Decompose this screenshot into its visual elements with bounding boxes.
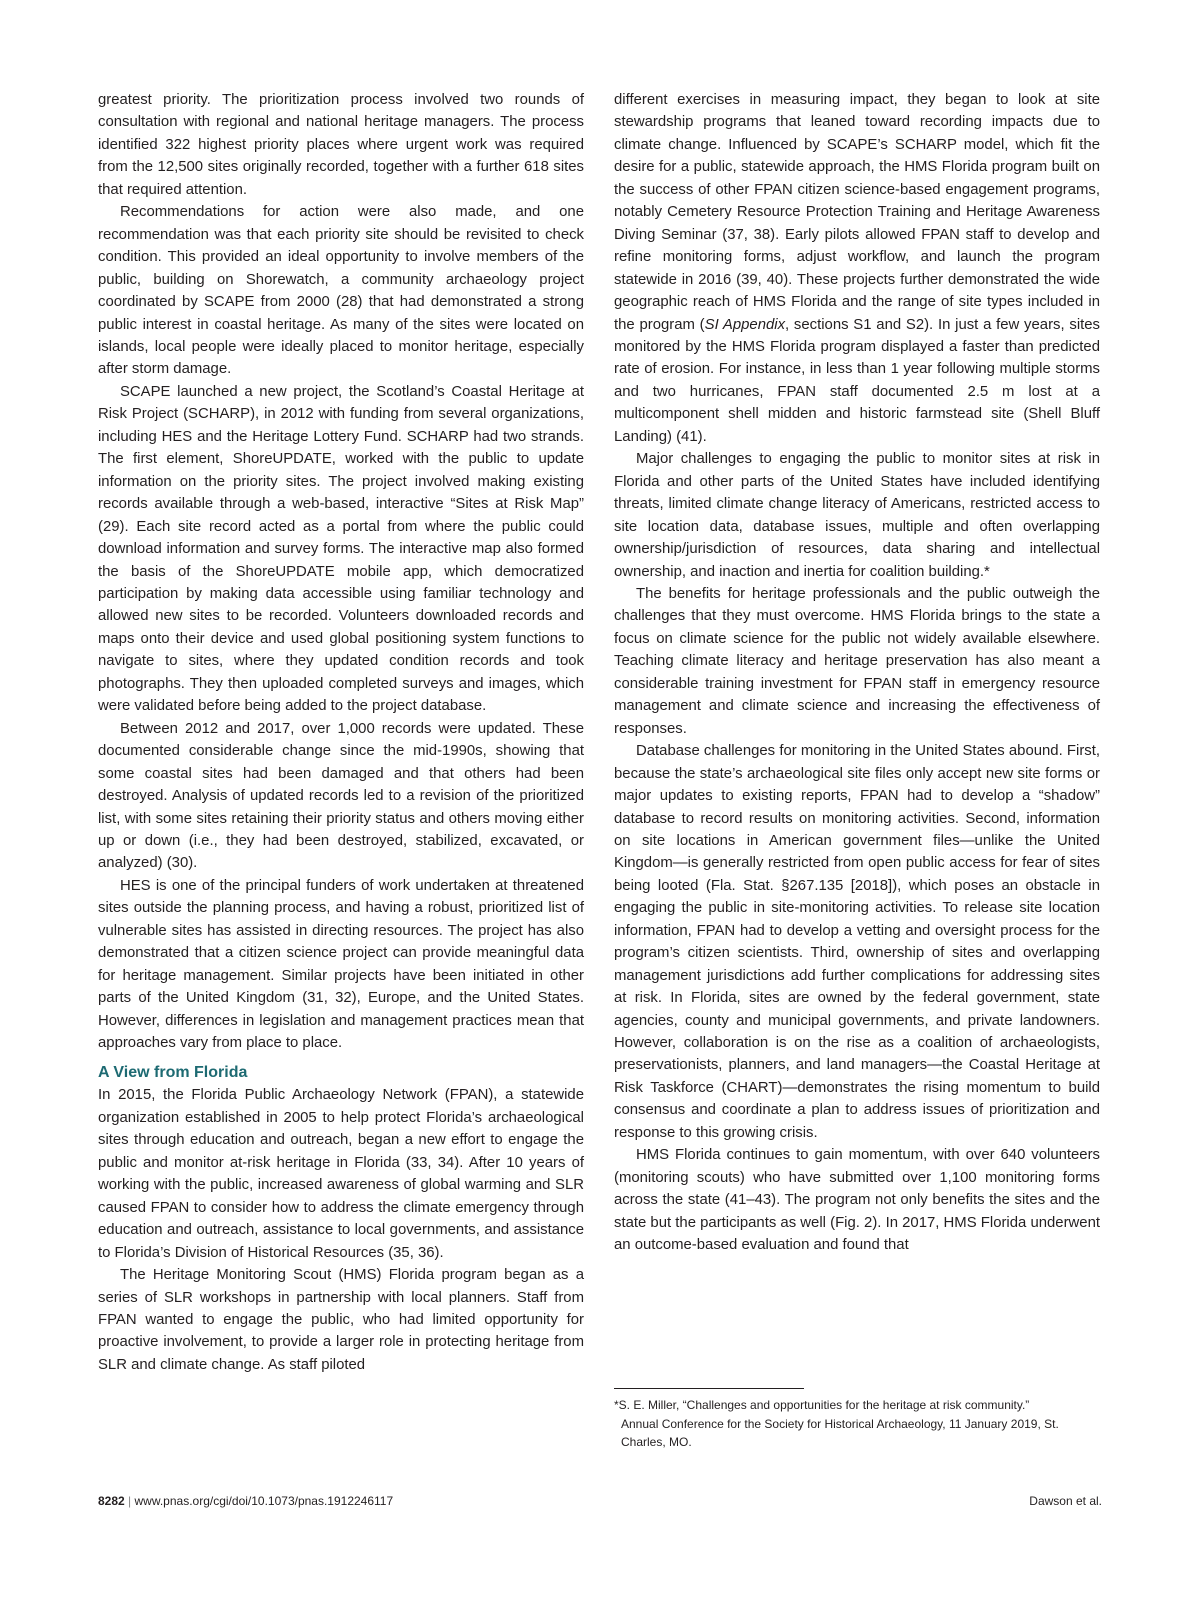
right-paragraph-3: The benefits for heritage professionals and the public outweigh the challenges that they must overcome. HMS Florida brings to the state a focus on climate science for the public not widely available elsewhere. Teaching climate literacy and heritage preservation has also meant a considerable training investment for FPAN staff in emergency resource management and climate science and increasing the effectiveness of responses. — [614, 585, 1100, 737]
doi-link[interactable]: www.pnas.org/cgi/doi/10.1073/pnas.1912246117 — [134, 1494, 394, 1508]
right-paragraph-1 — [614, 89, 1100, 448]
left-paragraph-1: greatest priority. The prioritization process involved two rounds of consultation with regional and national heritage managers. The process identified 322 highest priority places where urgent work was required from the 12,500 sites originally recorded, together with a further 618 sites that required attention. — [98, 92, 584, 198]
footnote-line-1: *S. E. Miller, “Challenges and opportunities for the heritage at risk community.” — [614, 1398, 1030, 1412]
right-paragraph-1-part-b: , sections S1 and S2). In just a few years, sites monitored by the HMS Florida program displayed a faster than predicted rate of erosion. For instance, in less than 1 year following multiple storms and two hurricanes, FPAN staff documented 2.5 m lost at a multicomponent shell midden and historic farmstead site (Shell Bluff Landing) (41). — [614, 316, 1100, 445]
authors-label: Dawson et al. — [1029, 1494, 1102, 1508]
right-paragraph-1-part-a: different exercises in measuring impact, they began to look at site stewardship programs that leaned toward recording impacts due to climate change. Influenced by SCAPE’s SCHARP model, which fit the desire for a public, statewide approach, the HMS Florida program built on the success of other FPAN citizen science-based engagement programs, notably Cemetery Resource Protection Training and Heritage Awareness Diving Seminar (37, 38). Early pilots allowed FPAN staff to develop and refine monitoring forms, adjust workflow, and launch the program statewide in 2016 (39, 40). These projects further demonstrated the wide geographic reach of HMS Florida and the range of site types included in the program ( — [614, 92, 1100, 333]
left-paragraph-5: HES is one of the principal funders of work undertaken at threatened sites outside the planning process, and having a robust, prioritized list of vulnerable sites has assisted in directing resources. The project has also demonstrated that a citizen science project can provide meaningful data for heritage management. Similar projects have been initiated in other parts of the United Kingdom (31, 32), Europe, and the United States. However, differences in legislation and management practices mean that approaches vary from place to place. — [98, 877, 584, 1052]
section-heading: A View from Florida — [98, 1064, 248, 1082]
left-paragraph-3: SCAPE launched a new project, the Scotland’s Coastal Heritage at Risk Project (SCHARP), in 2012 with funding from several organizations, including HES and the Heritage Lottery Fund. SCHARP had two strands. The first element, ShoreUPDATE, worked with the public to update information on the priority sites. The project involved making existing records available through a web-based, interactive “Sites at Risk Map” (29). Each site record acted as a portal from where the public could download information and survey forms. The interactive map also formed the basis of the ShoreUPDATE mobile app, which democratized participation by making data accessible using familiar technology and allowed new sites to be recorded. Volunteers downloaded records and maps onto their device and used global positioning system functions to navigate to sites, where they updated condition records and took photographs. They then uploaded completed surveys and images, which were validated before being added to the project database. — [98, 383, 584, 715]
left-paragraph-7: The Heritage Monitoring Scout (HMS) Florida program began as a series of SLR workshops in partnership with local planners. Staff from FPAN wanted to engage the public, who had limited opportunity for proactive involvement, to provide a larger role in protecting heritage from SLR and climate change. As staff piloted — [98, 1267, 584, 1373]
right-column — [614, 89, 1100, 1257]
si-appendix-reference: SI Appendix — [704, 316, 786, 333]
footnote-line-2: Annual Conference for the Society for Historical Archaeology, 11 January 2019, St. Charles, MO. — [621, 1416, 1059, 1449]
left-column — [98, 89, 584, 1376]
right-paragraph-5: HMS Florida continues to gain momentum, with over 640 volunteers (monitoring scouts) who have submitted over 1,100 monitoring forms across the state (41–43). The program not only benefits the sites and the state but the participants as well (Fig. 2). In 2017, HMS Florida underwent an outcome-based evaluation and found that — [614, 1147, 1100, 1254]
footnote-divider — [614, 1388, 804, 1389]
footer-separator: | — [128, 1494, 132, 1508]
page-footer-left — [98, 1493, 393, 1509]
left-paragraph-6: In 2015, the Florida Public Archaeology Network (FPAN), a statewide organization established in 2005 to help protect Florida’s archaeological sites through education and outreach, began a new effort to engage the public and monitor at-risk heritage in Florida (33, 34). After 10 years of working with the public, increased awareness of global warming and SLR caused FPAN to consider how to address the climate emergency through education and outreach, assistance to local governments, and assistance to Florida’s Division of Historical Resources (35, 36). — [98, 1087, 584, 1261]
left-paragraph-2: Recommendations for action were also made, and one recommendation was that each priority site should be revisited to check condition. This provided an ideal opportunity to involve members of the public, building on Shorewatch, a community archaeology project coordinated by SCAPE from 2000 (28) that had demonstrated a strong public interest in coastal heritage. As many of the sites were located on islands, local people were ideally placed to monitor heritage, especially after storm damage. — [98, 204, 584, 378]
right-paragraph-4: Database challenges for monitoring in the United States abound. First, because the state’s archaeological site files only accept new site forms or major updates to existing reports, FPAN had to develop a “shadow” database to record results on monitoring activities. Second, information on site locations in American government files—unlike the United Kingdom—is generally restricted from open public access for fear of sites being looted (Fla. Stat. §267.135 [2018]), which poses an obstacle in engaging the public in site-monitoring activities. To release site location information, FPAN had to develop a vetting and oversight process for the program’s citizen scientists. Third, ownership of sites and overlapping management jurisdictions add further complications for addressing sites at risk. In Florida, sites are owned by the federal government, state agencies, county and municipal governments, and private landowners. However, collaboration is on the rise as a coalition of archaeologists, preservationists, planners, and land managers—the Coastal Heritage at Risk Taskforce (CHART)—demonstrates the rising momentum to build consensus and coordinate a plan to address issues of prioritization and response to this growing crisis. — [614, 743, 1100, 1141]
page-number: 8282 — [98, 1494, 125, 1508]
footnote — [614, 1396, 1100, 1452]
left-paragraph-4: Between 2012 and 2017, over 1,000 records were updated. These documented considerable change since the mid-1990s, showing that some coastal sites had been damaged and that others had been destroyed. Analysis of updated records led to a revision of the prioritized list, with some sites retaining their priority status and others moving either up or down (i.e., they had been destroyed, stabilized, excavated, or analyzed) (30). — [98, 720, 584, 872]
right-paragraph-2: Major challenges to engaging the public to monitor sites at risk in Florida and other parts of the United States have included identifying threats, limited climate change literacy of Americans, restricted access to site location data, database issues, multiple and often overlapping ownership/jurisdiction of resources, data sharing and intellectual ownership, and inaction and inertia for coalition building.* — [614, 451, 1100, 580]
